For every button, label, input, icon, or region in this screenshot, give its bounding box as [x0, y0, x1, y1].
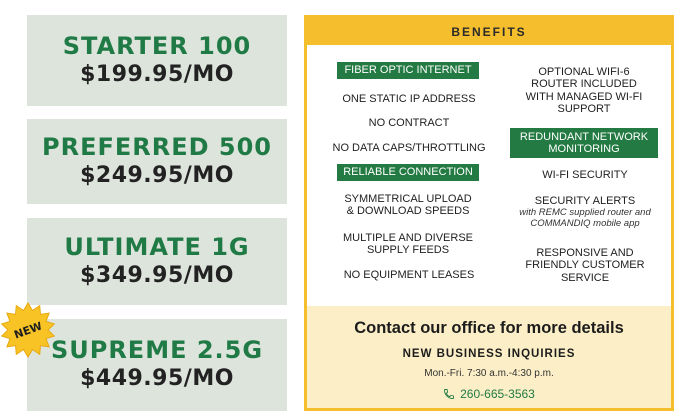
plan-name: ULTIMATE 1G [64, 232, 250, 261]
redundant-monitoring-tag: REDUNDANT NETWORK MONITORING [510, 128, 658, 158]
plan-card-ultimate [27, 218, 287, 305]
plan-card-supreme [27, 319, 287, 411]
no-contract-benefit: NO CONTRACT [368, 117, 450, 129]
security-alerts-benefit [507, 195, 663, 230]
contact-subtitle: NEW BUSINESS INQUIRIES [402, 348, 576, 360]
new-badge-label: NEW [12, 319, 44, 342]
plan-price: $249.95/MO [80, 162, 234, 188]
wifi-security-benefit: WI-FI SECURITY [542, 169, 628, 181]
benefits-panel [304, 15, 674, 411]
plan-price: $199.95/MO [80, 61, 234, 87]
static-ip-benefit: ONE STATIC IP ADDRESS [342, 93, 476, 105]
symmetrical-benefit: SYMMETRICAL UPLOAD & DOWNLOAD SPEEDS [344, 193, 472, 218]
customer-service-benefit: RESPONSIVE AND FRIENDLY CUSTOMER SERVICE [525, 247, 645, 284]
supply-feeds-benefit: MULTIPLE AND DIVERSE SUPPLY FEEDS [343, 232, 473, 257]
new-badge [0, 302, 56, 358]
plan-price: $449.95/MO [80, 366, 234, 392]
plan-name: SUPREME 2.5G [50, 336, 264, 365]
plan-price: $349.95/MO [80, 262, 234, 288]
security-alerts-label: SECURITY ALERTS [534, 195, 636, 207]
phone-icon [443, 388, 455, 400]
contact-title: Contact our office for more details [354, 319, 624, 337]
wifi-router-benefit: OPTIONAL WIFI-6 ROUTER INCLUDED WITH MANAGED WI-FI SUPPORT [525, 66, 643, 115]
no-caps-benefit: NO DATA CAPS/THROTTLING [332, 142, 486, 154]
plan-card-preferred [27, 119, 287, 204]
office-hours: Mon.-Fri. 7:30 a.m.-4:30 p.m. [424, 368, 554, 379]
no-leases-benefit: NO EQUIPMENT LEASES [343, 269, 475, 281]
fiber-optic-tag: FIBER OPTIC INTERNET [337, 62, 479, 79]
starburst-icon [0, 302, 56, 358]
plan-card-starter [27, 15, 287, 106]
phone-link[interactable] [307, 387, 671, 401]
security-alerts-note: with REMC supplied router and COMMANDIQ mobile app [519, 207, 651, 229]
plan-name: PREFERRED 500 [42, 132, 272, 161]
reliable-connection-tag: RELIABLE CONNECTION [337, 164, 479, 181]
plan-name: STARTER 100 [62, 31, 252, 60]
phone-number[interactable]: 260-665-3563 [460, 387, 535, 401]
contact-section [307, 306, 671, 408]
benefits-title: BENEFITS [307, 18, 671, 45]
